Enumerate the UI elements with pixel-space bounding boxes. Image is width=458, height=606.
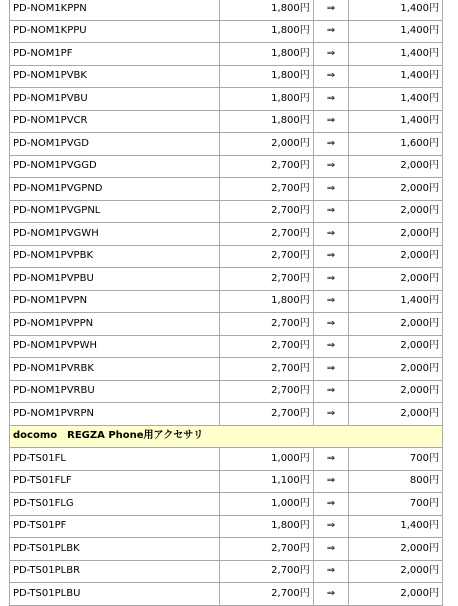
arrow-icon: ⇒ [314,21,348,43]
arrow-icon: ⇒ [314,133,348,155]
new-price-cell: 2,000円 [349,178,442,200]
new-price-cell: 2,000円 [349,403,442,425]
arrow-icon: ⇒ [314,583,348,605]
model-number-cell: PD-NOM1KPPU [10,21,219,43]
new-price-cell: 1,400円 [349,21,442,43]
new-price-cell: 700円 [349,448,442,470]
new-price-cell: 2,000円 [349,313,442,335]
table-row [10,111,442,133]
new-price-cell: 2,000円 [349,268,442,290]
model-number-cell: PD-NOM1PVRBU [10,381,219,403]
new-price-cell: 2,000円 [349,336,442,358]
old-price-cell: 2,700円 [220,201,313,223]
old-price-cell: 1,800円 [220,66,313,88]
model-number-cell: PD-NOM1PVGWH [10,223,219,245]
new-price-cell: 2,000円 [349,358,442,380]
model-number-cell: PD-TS01FLF [10,471,219,493]
old-price-cell: 2,700円 [220,538,313,560]
arrow-icon: ⇒ [314,561,348,583]
model-number-cell: PD-TS01PF [10,516,219,538]
table-row [10,448,442,470]
model-number-cell: PD-NOM1PVRBK [10,358,219,380]
old-price-cell: 1,100円 [220,471,313,493]
old-price-cell: 2,000円 [220,133,313,155]
table-row [10,358,442,380]
arrow-icon: ⇒ [314,0,348,20]
new-price-cell: 2,000円 [349,201,442,223]
model-number-cell: PD-NOM1PF [10,43,219,65]
model-number-cell: PD-NOM1KPPN [10,0,219,20]
model-number-cell: PD-NOM1PVBK [10,66,219,88]
arrow-icon: ⇒ [314,201,348,223]
old-price-cell: 2,700円 [220,583,313,605]
old-price-cell: 2,700円 [220,223,313,245]
arrow-icon: ⇒ [314,516,348,538]
table-row [10,493,442,515]
table-row [10,246,442,268]
arrow-icon: ⇒ [314,313,348,335]
new-price-cell: 2,000円 [349,561,442,583]
old-price-cell: 1,000円 [220,493,313,515]
arrow-icon: ⇒ [314,66,348,88]
table-row [10,381,442,403]
old-price-cell: 1,800円 [220,88,313,110]
section-header-label: docomo REGZA Phone用アクセサリ [10,426,442,448]
table-row [10,403,442,425]
arrow-icon: ⇒ [314,223,348,245]
new-price-cell: 1,400円 [349,291,442,313]
old-price-cell: 2,700円 [220,336,313,358]
model-number-cell: PD-NOM1PVGGD [10,156,219,178]
table-row [10,583,442,605]
model-number-cell: PD-TS01FL [10,448,219,470]
table-row [10,178,442,200]
model-number-cell: PD-NOM1PVPWH [10,336,219,358]
model-number-cell: PD-NOM1PVGD [10,133,219,155]
new-price-cell: 1,400円 [349,516,442,538]
arrow-icon: ⇒ [314,88,348,110]
price-table-body [10,0,442,605]
old-price-cell: 2,700円 [220,156,313,178]
old-price-cell: 1,800円 [220,516,313,538]
new-price-cell: 2,000円 [349,246,442,268]
old-price-cell: 2,700円 [220,268,313,290]
arrow-icon: ⇒ [314,538,348,560]
model-number-cell: PD-NOM1PVRPN [10,403,219,425]
new-price-cell: 1,600円 [349,133,442,155]
new-price-cell: 2,000円 [349,381,442,403]
model-number-cell: PD-NOM1PVPPN [10,313,219,335]
model-number-cell: PD-NOM1PVPBU [10,268,219,290]
new-price-cell: 700円 [349,493,442,515]
table-row [10,313,442,335]
old-price-cell: 1,800円 [220,43,313,65]
old-price-cell: 2,700円 [220,313,313,335]
new-price-cell: 2,000円 [349,583,442,605]
table-row [10,88,442,110]
arrow-icon: ⇒ [314,358,348,380]
new-price-cell: 2,000円 [349,223,442,245]
table-row [10,268,442,290]
model-number-cell: PD-NOM1PVGPNL [10,201,219,223]
new-price-cell: 1,400円 [349,0,442,20]
table-row [10,0,442,20]
table-row [10,43,442,65]
table-row [10,66,442,88]
table-row [10,223,442,245]
arrow-icon: ⇒ [314,493,348,515]
price-table [9,0,443,606]
table-row [10,471,442,493]
table-row [10,538,442,560]
arrow-icon: ⇒ [314,156,348,178]
arrow-icon: ⇒ [314,268,348,290]
arrow-icon: ⇒ [314,291,348,313]
new-price-cell: 2,000円 [349,156,442,178]
arrow-icon: ⇒ [314,448,348,470]
old-price-cell: 1,800円 [220,111,313,133]
table-row [10,291,442,313]
old-price-cell: 2,700円 [220,246,313,268]
arrow-icon: ⇒ [314,111,348,133]
old-price-cell: 2,700円 [220,403,313,425]
model-number-cell: PD-NOM1PVPN [10,291,219,313]
new-price-cell: 800円 [349,471,442,493]
model-number-cell: PD-NOM1PVGPND [10,178,219,200]
table-row [10,516,442,538]
table-row [10,21,442,43]
table-row [10,133,442,155]
table-row [10,156,442,178]
table-row [10,561,442,583]
new-price-cell: 1,400円 [349,66,442,88]
old-price-cell: 2,700円 [220,561,313,583]
old-price-cell: 2,700円 [220,381,313,403]
new-price-cell: 1,400円 [349,88,442,110]
old-price-cell: 2,700円 [220,358,313,380]
model-number-cell: PD-TS01FLG [10,493,219,515]
arrow-icon: ⇒ [314,471,348,493]
old-price-cell: 2,700円 [220,178,313,200]
model-number-cell: PD-NOM1PVBU [10,88,219,110]
old-price-cell: 1,800円 [220,21,313,43]
old-price-cell: 1,800円 [220,291,313,313]
section-header-row [10,426,442,448]
arrow-icon: ⇒ [314,381,348,403]
model-number-cell: PD-TS01PLBK [10,538,219,560]
new-price-cell: 2,000円 [349,538,442,560]
model-number-cell: PD-TS01PLBR [10,561,219,583]
arrow-icon: ⇒ [314,246,348,268]
arrow-icon: ⇒ [314,43,348,65]
new-price-cell: 1,400円 [349,43,442,65]
model-number-cell: PD-NOM1PVCR [10,111,219,133]
new-price-cell: 1,400円 [349,111,442,133]
model-number-cell: PD-NOM1PVPBK [10,246,219,268]
arrow-icon: ⇒ [314,178,348,200]
table-row [10,201,442,223]
arrow-icon: ⇒ [314,403,348,425]
old-price-cell: 1,800円 [220,0,313,20]
model-number-cell: PD-TS01PLBU [10,583,219,605]
old-price-cell: 1,000円 [220,448,313,470]
table-row [10,336,442,358]
arrow-icon: ⇒ [314,336,348,358]
